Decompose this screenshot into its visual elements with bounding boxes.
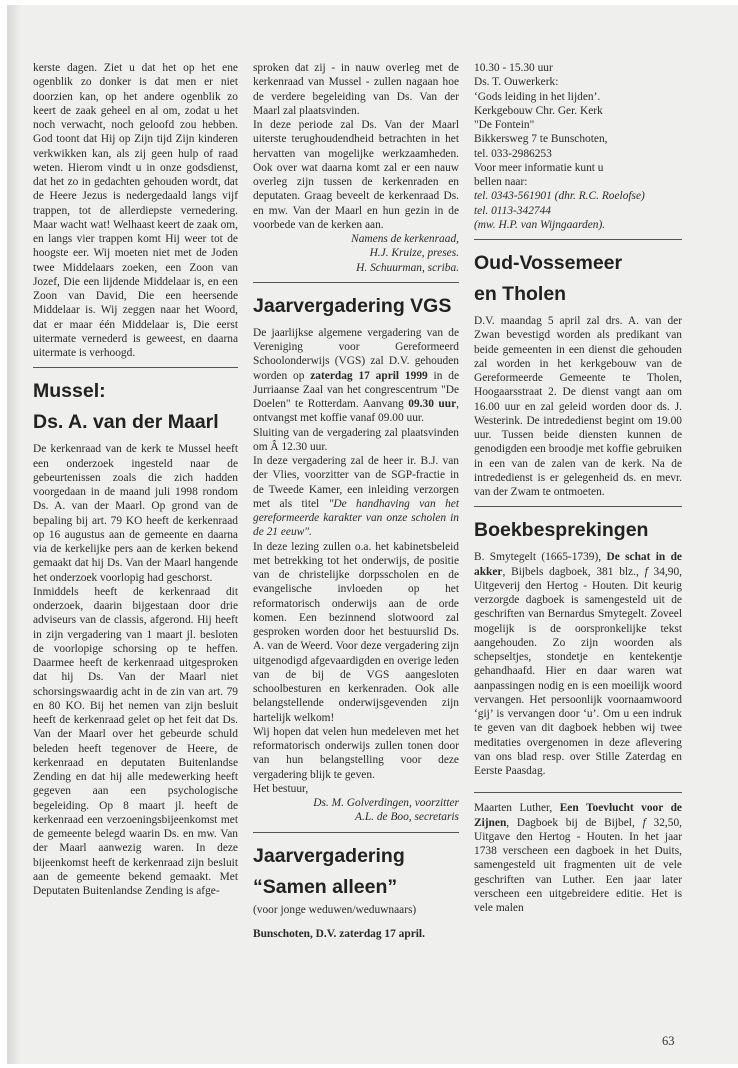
vgs-time: 09.30 uur — [408, 398, 457, 410]
ov-heading-line2: en Tholen — [474, 283, 567, 305]
info-line: "De Fontein" — [474, 119, 535, 131]
info-line: Voor meer informatie kunt u — [474, 161, 604, 174]
column-3 — [474, 61, 682, 915]
boek-heading: Boekbesprekingen — [474, 519, 649, 542]
vgs-text: De jaarlijkse algemene vergadering van de Vereniging voor Gereformeerd Schoolonderwijs (VGS) zal D.V. gehouden worden op — [253, 326, 459, 382]
info-line: Kerkgebouw Chr. Ger. Kerk — [474, 104, 603, 117]
vgs-signature-2: A.L. de Boo, secretaris — [355, 811, 459, 824]
section-divider — [33, 367, 238, 368]
vgs-paragraph-1 — [253, 326, 459, 426]
info-phone-2: tel. 0113-342744 — [474, 204, 551, 217]
spacer — [253, 917, 459, 927]
section-divider — [474, 239, 682, 240]
magazine-page — [7, 5, 738, 1064]
info-phone-1: tel. 0343-561901 (dhr. R.C. Roelofse) — [474, 190, 645, 203]
mussel-continued-2: In deze periode zal Ds. Van der Maarl uiterste terughoudendheid betrachten in het hervatten van mogelijke werkzaamheden. Ook over wat daarna komt zal er een nauw overleg zijn tussen de kerkenraden en deputaten. Graag beveelt de kerkenraad Ds. en mw. Van der Maarl en hun gezin in de voorbede van de kerken aan. — [253, 119, 459, 231]
samen-subtitle: (voor jonge weduwen/weduwnaars) — [253, 903, 417, 916]
vgs-paragraph-3 — [253, 454, 459, 540]
samen-heading-line2: “Samen alleen” — [253, 875, 398, 898]
guilder-sign: f — [644, 565, 648, 578]
mussel-paragraph-1: De kerkenraad van de kerk te Mussel heeft een onderzoek ingesteld naar de gebeurtenissen zoals die zich hadden voorgedaan in de maand juli 1998 rondom Ds. A. van der Maarl. Op grond van de bepaling bij art. 79 KO heeft de kerkenraad op 16 augustus aan de gemeente en daarna via de kerkelijke pers aan de kerken bekend gemaakt dat hij Ds. Van der Maarl hangende het onderzoek voorlopig had geschorst. — [33, 443, 238, 584]
signature-line-3: H. Schuurman, scriba. — [356, 261, 459, 274]
column-1 — [33, 61, 238, 898]
boek-text: Maarten Luther, — [474, 802, 560, 815]
info-contact: (mw. H.P. van Wijngaarden). — [474, 218, 606, 231]
boek-title-1: De schat in de akker — [474, 551, 682, 578]
vgs-text: in de Jurriaanse Zaal van het congrescentrum "De Doelen" te Rotterdam. Aanvang — [253, 369, 460, 410]
signature-line-1: Namens de kerkenraad, — [351, 233, 459, 245]
vgs-date: zaterdag 17 april 1999 — [310, 369, 428, 382]
info-line: ‘Gods leiding in het lijden’. — [474, 90, 601, 103]
vgs-text: , ontvangst met koffie vanaf 09.00 uur. — [253, 398, 459, 425]
boek-review-2 — [474, 801, 682, 915]
column-2 — [253, 61, 459, 941]
mussel-continued-1: sproken dat zij - in nauw overleg met de kerkenraad van Mussel - zullen nagaan hoe de verdere begeleiding van Ds. Van der Maarl zal plaatsvinden. — [253, 62, 459, 117]
signature-line-2: H.J. Kruize, preses. — [369, 247, 459, 260]
vgs-paragraph-4: In deze lezing zullen o.a. het kabinetsbeleid met betrekking tot het onderwijs, de positie van de christelijke dorpsscholen en de evangelische invloeden op het reformatorisch onderwijs aan de orde komen. Een bezinnend slotwoord zal gesproken worden door het bestuurslid Ds. A. van de Weerd. Voor deze vergadering zijn uitgenodigd afgevaardigden en overige leden van de bij de VGS aangesloten schoolbesturen en kerkenraden. Ook alle belangstellende onderwijsgevenden zijn hartelijk welkom! — [253, 540, 459, 724]
vgs-paragraph-5: Wij hopen dat velen hun medeleven met het reformatorisch onderwijs zullen tonen door van hun belangstelling voor deze vergadering blijk te geven. — [253, 725, 459, 781]
mussel-heading-line2: Ds. A. van der Maarl — [33, 411, 219, 434]
section-divider — [474, 792, 682, 793]
section-divider — [253, 282, 459, 283]
boek-text: , Bijbels dagboek, 381 blz., — [502, 565, 645, 578]
boek-text: , Dagboek bij de Bijbel, — [506, 816, 643, 829]
section-divider — [253, 832, 459, 833]
vgs-lecture-title: "De handhaving van het gereformeerde karakter van onze scholen in de 21 eeuw". — [253, 497, 459, 539]
ov-paragraph: D.V. maandag 5 april zal drs. A. van der Zwan bevestigd worden als predikant van beide gemeenten in een dienst die gehouden zal worden in het kerkgebouw van de Gereformeerde Gemeente te Tholen, Hoogaarsstraat 2. De dienst vangt aan om 16.00 uur en zal geleid worden door ds. J. Westerink. De intrededienst begint om 19.00 uur. Tussen beide diensten kunnen de genodigden een broodje met koffie gebruiken in een van de zalen van de kerk. Na de intrededienst is er gelegenheid ds. en mevr. van der Zwam te ontmoeten. — [474, 315, 682, 498]
info-line: 10.30 - 15.30 uur — [474, 62, 553, 74]
info-line: Bikkersweg 7 te Bunschoten, — [474, 133, 608, 146]
guilder-sign: f — [642, 816, 646, 829]
ov-heading-line1: Oud-Vossemeer — [474, 252, 623, 274]
intro-paragraph: kerste dagen. Ziet u dat het op het ene ogenblik zo donker is dat men er niet doorzien kan, op het andere ogenblik zo keert de zaak geheel en al om, zodat u het noch verwacht, noch geloofd zou hebben. God toont dat Hij op Zijn tijd Zijn kinderen verkwikken kan, als zij geen hulp of raad weten. Hierom vindt u in onze godsdienst, dat het zo in gedachten gehouden wordt, dat de Heere Jezus is nedergedaald langs vijf trappen, tot de allerdiepste vernedering. Maar wacht wat! Welhaast keert de zaak om, en langs vier trappen komt Hij weer tot de hoogste eer. Wij moeten niet met de Joden twee Middelaars zoeken, een Zoon van Jozef, Die een lijdende Middelaar is, en een Zoon van David, Die een heersende Middelaar is. Wij zeggen naar het Woord, dat er maar één Middelaar is, Die eerst uitermate vernederd is geweest, en daarna uitermate is verhoogd. — [33, 62, 238, 359]
boek-text: 34,90, Uitgeverij den Hertog - Houten. Dit keurig verzorgde dagboek is samengesteld uit de geschriften van Bernardus Smytegelt. Zoveel mogelijk is de oorspronkelijke tekst aangehouden. Zo zijn woorden als schepseltjes, stondetje en kentekentje gehandhaafd. Hier en daar waren wat aanpassingen nodig en is een moeilijk woord vervangen. Het persoonlijk voornaamwoord ‘gij’ is vervangen door ‘u’. Om u een indruk te geven van dit dagboek hebben wij twee meditaties overgenomen in deze aflevering van ons blad resp. over Stille Zaterdag en Eerste Paasdag. — [474, 565, 682, 777]
vgs-signature-1: Ds. M. Golverdingen, voorzitter — [313, 797, 459, 809]
boek-text: B. Smytegelt (1665-1739), — [474, 551, 607, 564]
mussel-heading-line1: Mussel: — [33, 380, 106, 403]
vgs-paragraph-6: Het bestuur, — [253, 782, 309, 795]
boek-review-1 — [474, 550, 682, 778]
scan-edge-shadow — [7, 5, 21, 1064]
samen-heading-line1: Jaarvergadering — [253, 844, 405, 867]
section-divider — [474, 506, 682, 507]
page-number: 63 — [662, 1034, 675, 1048]
info-line: Ds. T. Ouwerkerk: — [474, 76, 559, 89]
vgs-paragraph-2: Sluiting van de vergadering zal plaatsvinden om Â 12.30 uur. — [253, 426, 459, 453]
info-line: tel. 033-2986253 — [474, 147, 552, 160]
mussel-paragraph-2: Inmiddels heeft de kerkenraad dit onderzoek, daarin bijgestaan door drie adviseurs van de classis, afgerond. Hij heeft in zijn vergadering van 1 maart jl. besloten de voorlopige schorsing op te heffen. Daarmee heeft de kerkenraad uitgesproken dat hij Ds. Van der Maarl niet schorsingswaardig acht in de zin van art. 79 en 80 KO. Bij het nemen van zijn besluit heeft de kerkenraad gelet op het feit dat Ds. Van der Maarl over het gebeurde schuld beleden heeft tegenover de Heere, de kerkenraad en deputaten Buitenlandse Zending en dat hij alle medewerking heeft gegeven aan een psychologische begeleiding. Op 8 maart jl. heeft de kerkenraad een verzoeningsbijeenkomst met de gemeente belegd waarin Ds. en mw. Van der Maarl aanwezig waren. In deze bijeenkomst heeft de kerkenraad zijn besluit aan de gemeente bekend gemaakt. Met Deputaten Buitenlandse Zending is afge- — [33, 585, 238, 897]
vgs-text: In deze vergadering zal de heer ir. B.J. van der Vlies, voorzitter van de SGP-fractie in de Tweede Kamer, een inleiding verzorgen met als titel — [253, 455, 459, 510]
boek-title-2: Een Toevlucht voor de Zijnen — [474, 802, 682, 829]
boek-text: 32,50, Uitgave den Hertog - Houten. In het jaar 1738 verscheen een dagboek in het Duits, samengesteld uit fragmenten uit de vele geschriften van Luther. Een jaar later verscheen een uitgebreidere editie. Het is vele malen — [474, 816, 682, 914]
info-line: bellen naar: — [474, 176, 528, 188]
samen-location-date: Bunschoten, D.V. zaterdag 17 april. — [253, 927, 425, 940]
vgs-heading: Jaarvergadering VGS — [253, 294, 452, 317]
